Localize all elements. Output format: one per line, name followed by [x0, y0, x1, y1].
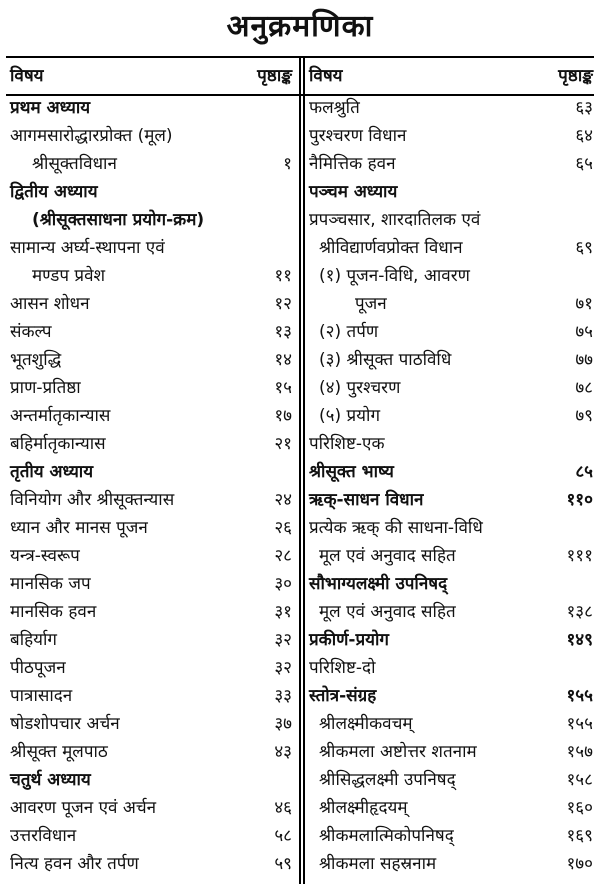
- toc-entry: [10, 822, 292, 850]
- right-page-header: पृष्ठाङ्क: [558, 66, 593, 86]
- toc-entry-page: २६: [274, 518, 292, 538]
- toc-entry-page: २८: [274, 546, 292, 566]
- toc-entry: [309, 766, 593, 794]
- toc-entry-title: परिशिष्ट-दो: [309, 658, 376, 678]
- toc-entry-page: १६९: [566, 826, 593, 846]
- toc-entry-page: १३: [274, 322, 292, 342]
- toc-entry-page: १११: [566, 546, 593, 566]
- toc-entry: [309, 822, 593, 850]
- toc-entry: [309, 150, 593, 178]
- toc-entry-page: १५: [274, 378, 292, 398]
- toc-entry-page: ३१: [274, 602, 292, 622]
- toc-entry-page: १५७: [566, 742, 593, 762]
- toc-entry: [309, 682, 593, 710]
- column-divider-right: [303, 56, 305, 884]
- toc-entry: [309, 514, 593, 542]
- toc-entry: [10, 206, 292, 234]
- toc-entry-page: १: [283, 154, 292, 174]
- toc-entry-page: ६४: [575, 126, 593, 146]
- toc-entry-page: ७८: [575, 378, 593, 398]
- toc-entry-title: प्रथम अध्याय: [10, 98, 91, 118]
- toc-entry: [309, 206, 593, 234]
- toc-entry: [10, 94, 292, 122]
- left-header-row: [10, 58, 292, 94]
- toc-entry-title: श्रीसिद्धलक्ष्मी उपनिषद्: [319, 770, 456, 790]
- toc-entry-page: ५८: [274, 826, 292, 846]
- toc-entry-title: सौभाग्यलक्ष्मी उपनिषद्: [309, 574, 448, 594]
- toc-entry: [309, 318, 593, 346]
- toc-entry-title: मूल एवं अनुवाद सहित: [319, 602, 456, 622]
- toc-entry-title: षोडशोपचार अर्चन: [10, 714, 120, 734]
- toc-entry-title: सामान्य अर्घ्य-स्थापना एवं: [10, 238, 165, 258]
- toc-entry-page: ३३: [274, 686, 292, 706]
- toc-entry-title: (५) प्रयोग: [319, 406, 381, 426]
- toc-entry-title: (४) पुरश्चरण: [319, 378, 401, 398]
- toc-entry-page: ३२: [274, 630, 292, 650]
- toc-entry-page: १४९: [566, 630, 593, 650]
- toc-entry: [309, 598, 593, 626]
- toc-entry-title: मण्डप प्रवेश: [32, 266, 106, 286]
- toc-entry-title: मूल एवं अनुवाद सहित: [319, 546, 456, 566]
- toc-entry: [309, 486, 593, 514]
- toc-entry-page: ७९: [575, 406, 593, 426]
- right-subject-header: विषय: [309, 66, 343, 86]
- toc-entry-title: प्रकीर्ण-प्रयोग: [309, 630, 389, 650]
- column-divider-left: [299, 56, 301, 884]
- left-column: [10, 58, 292, 878]
- toc-entry-title: पूजन: [355, 294, 387, 314]
- toc-entry-page: १५५: [566, 686, 593, 706]
- toc-entry: [10, 318, 292, 346]
- toc-entry: [10, 178, 292, 206]
- toc-entry-title: फलश्रुति: [309, 98, 360, 118]
- toc-entry: [10, 626, 292, 654]
- toc-entry-page: ५९: [274, 854, 292, 874]
- toc-entry: [10, 346, 292, 374]
- toc-entry: [10, 458, 292, 486]
- toc-entry: [309, 850, 593, 878]
- toc-entry-page: ११: [274, 266, 292, 286]
- toc-entry-title: (श्रीसूक्तसाधना प्रयोग-क्रम): [32, 210, 205, 230]
- toc-entry-page: ४३: [274, 742, 292, 762]
- toc-entry: [10, 570, 292, 598]
- toc-entry: [10, 766, 292, 794]
- toc-entry-title: (२) तर्पण: [319, 322, 379, 342]
- toc-entry-title: परिशिष्ट-एक: [309, 434, 385, 454]
- toc-entry-title: भूतशुद्धि: [10, 350, 62, 370]
- toc-entry: [10, 542, 292, 570]
- right-header-row: [309, 58, 593, 94]
- toc-entry: [10, 794, 292, 822]
- toc-entry-page: २१: [274, 434, 292, 454]
- toc-entry-title: पञ्चम अध्याय: [309, 182, 398, 202]
- toc-entry: [10, 710, 292, 738]
- toc-entry-page: १६०: [566, 798, 593, 818]
- toc-entry: [309, 262, 593, 290]
- toc-entry-page: ६३: [575, 98, 593, 118]
- toc-entry-title: पुरश्चरण विधान: [309, 126, 407, 146]
- toc-entry-title: श्रीलक्ष्मीकवचम्: [319, 714, 413, 734]
- toc-entry-page: ४६: [274, 798, 292, 818]
- toc-entry-page: १३८: [566, 602, 593, 622]
- toc-entry-title: (१) पूजन-विधि, आवरण: [319, 266, 470, 286]
- toc-entry: [10, 402, 292, 430]
- toc-entry-title: आसन शोधन: [10, 294, 90, 314]
- toc-entry-title: मानसिक हवन: [10, 602, 97, 622]
- toc-entry-page: १२: [274, 294, 292, 314]
- toc-entry: [309, 234, 593, 262]
- toc-entry-title: प्रत्येक ऋक् की साधना-विधि: [309, 518, 483, 538]
- toc-entry-title: उत्तरविधान: [10, 826, 77, 846]
- toc-entry-title: विनियोग और श्रीसूक्तन्यास: [10, 490, 175, 510]
- toc-entry-page: ३२: [274, 658, 292, 678]
- toc-entry: [309, 794, 593, 822]
- toc-entry-title: श्रीकमला अष्टोत्तर शतनाम: [319, 742, 477, 762]
- toc-entry-title: यन्त्र-स्वरूप: [10, 546, 80, 566]
- toc-entry-title: स्तोत्र-संग्रह: [309, 686, 377, 706]
- toc-entry-title: ध्यान और मानस पूजन: [10, 518, 148, 538]
- toc-entry-title: नैमित्तिक हवन: [309, 154, 396, 174]
- toc-entry-title: पात्रासादन: [10, 686, 73, 706]
- toc-entry: [309, 430, 593, 458]
- toc-entry: [10, 850, 292, 878]
- toc-entry: [10, 150, 292, 178]
- toc-entry: [10, 374, 292, 402]
- toc-entry-page: १५८: [566, 770, 593, 790]
- toc-entry-title: संकल्प: [10, 322, 52, 342]
- toc-entry-page: १४: [274, 350, 292, 370]
- toc-entry-title: आगमसारोद्धारप्रोक्त (मूल): [10, 126, 173, 146]
- left-subject-header: विषय: [10, 66, 44, 86]
- toc-entry: [10, 290, 292, 318]
- toc-entry-title: तृतीय अध्याय: [10, 462, 94, 482]
- toc-entry: [309, 458, 593, 486]
- toc-entry: [309, 710, 593, 738]
- toc-entry-title: अन्तर्मातृकान्यास: [10, 406, 111, 426]
- toc-entry: [309, 570, 593, 598]
- toc-entry-title: द्वितीय अध्याय: [10, 182, 98, 202]
- toc-entry-title: नित्य हवन और तर्पण: [10, 854, 139, 874]
- toc-entry: [309, 122, 593, 150]
- toc-entry-title: आवरण पूजन एवं अर्चन: [10, 798, 157, 818]
- toc-entry-title: प्राण-प्रतिष्ठा: [10, 378, 81, 398]
- toc-entry-title: ऋक्-साधन विधान: [309, 490, 424, 510]
- toc-entry-title: श्रीसूक्त भाष्य: [309, 462, 394, 482]
- toc-entry-page: ७७: [575, 350, 593, 370]
- toc-entry-page: १७: [274, 406, 292, 426]
- toc-entry: [10, 682, 292, 710]
- toc-entry-page: ७१: [575, 294, 593, 314]
- toc-entry-page: ८५: [575, 462, 593, 482]
- toc-entry-title: बहिर्मातृकान्यास: [10, 434, 106, 454]
- toc-entry: [10, 654, 292, 682]
- toc-entry: [309, 738, 593, 766]
- toc-entry-title: श्रीकमलात्मिकोपनिषद्: [319, 826, 454, 846]
- toc-entry-title: श्रीविद्यार्णवप्रोक्त विधान: [319, 238, 463, 258]
- toc-entry: [309, 542, 593, 570]
- left-page-header: पृष्ठाङ्क: [257, 66, 292, 86]
- page-title: अनुक्रमणिका: [226, 9, 374, 44]
- toc-entry: [10, 430, 292, 458]
- toc-entry: [10, 486, 292, 514]
- toc-entry-title: (३) श्रीसूक्त पाठविधि: [319, 350, 452, 370]
- toc-entry-page: १७०: [566, 854, 593, 874]
- toc-entry: [309, 626, 593, 654]
- toc-entry-title: पीठपूजन: [10, 658, 66, 678]
- toc-entry: [309, 290, 593, 318]
- toc-entry: [10, 262, 292, 290]
- toc-entry-title: चतुर्थ अध्याय: [10, 770, 91, 790]
- toc-entry-page: २४: [274, 490, 292, 510]
- toc-entry-title: मानसिक जप: [10, 574, 91, 594]
- toc-entry-title: श्रीसूक्त मूलपाठ: [10, 742, 108, 762]
- toc-entry: [309, 94, 593, 122]
- toc-entry-page: ३०: [274, 574, 292, 594]
- toc-entry: [10, 738, 292, 766]
- toc-entry: [309, 178, 593, 206]
- toc-entry-title: बहिर्याग: [10, 630, 57, 650]
- toc-entry-page: १५५: [566, 714, 593, 734]
- toc-entry-page: ६९: [575, 238, 593, 258]
- toc-entry: [10, 514, 292, 542]
- toc-entry-page: ३७: [274, 714, 292, 734]
- toc-entry-page: ६५: [575, 154, 593, 174]
- toc-entry-page: ११०: [566, 490, 593, 510]
- toc-entry-title: श्रीसूक्तविधान: [32, 154, 117, 174]
- right-column: [309, 58, 593, 878]
- toc-entry-page: ७५: [575, 322, 593, 342]
- toc-entry: [10, 122, 292, 150]
- toc-entry-title: श्रीकमला सहस्रनाम: [319, 854, 437, 874]
- toc-entry-title: श्रीलक्ष्मीहृदयम्: [319, 798, 408, 818]
- toc-entry: [309, 374, 593, 402]
- toc-entry: [309, 346, 593, 374]
- toc-entry: [309, 654, 593, 682]
- toc-entry: [10, 598, 292, 626]
- toc-entry-title: प्रपञ्चसार, शारदातिलक एवं: [309, 210, 481, 230]
- toc-entry: [309, 402, 593, 430]
- toc-entry: [10, 234, 292, 262]
